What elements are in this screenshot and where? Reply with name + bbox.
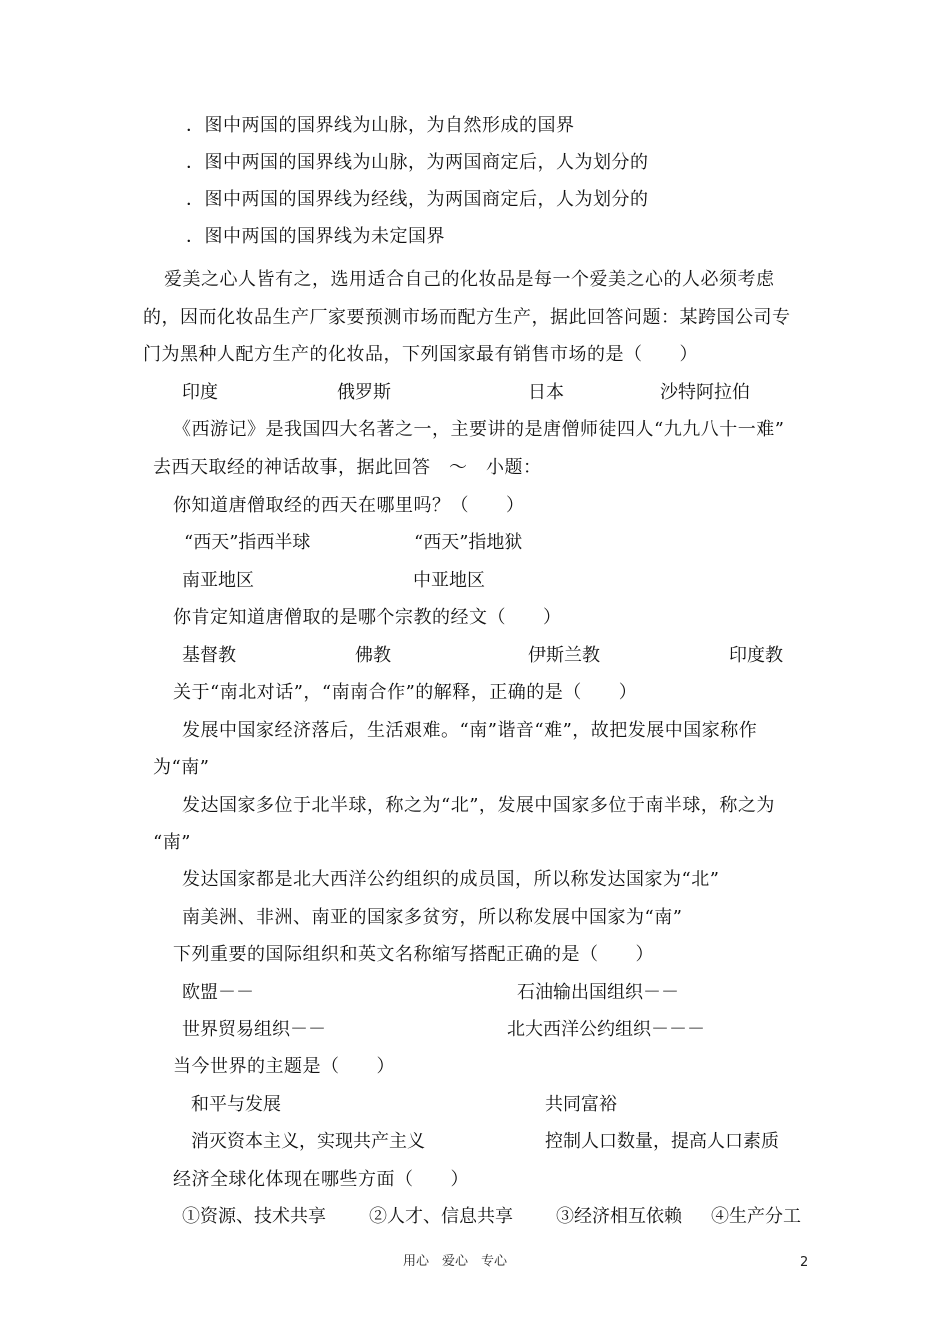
option-a: 印度 [182,382,218,403]
option-a: 基督教 [182,645,236,666]
statement-3: ③经济相互依赖 [556,1206,682,1227]
question-stem: 的，因而化妆品生产厂家要预测市场而配方生产，据此回答问题：某跨国公司专 [143,307,791,328]
question-stem: 你肯定知道唐僧取的是哪个宗教的经文（ ） [173,607,562,628]
question-stem: 经济全球化体现在哪些方面（ ） [173,1169,469,1190]
page-number: 2 [800,1255,809,1270]
statement-2: ②人才、信息共享 [369,1206,513,1227]
option-d: 印度教 [729,645,783,666]
option-d: 沙特阿拉伯 [660,382,750,403]
option-b: ．图中两国的国界线为山脉，为两国商定后，人为划分的 [186,152,649,173]
option-c: 消灭资本主义，实现共产主义 [191,1131,425,1152]
option-c: 日本 [528,382,564,403]
option-a: ．图中两国的国界线为山脉，为自然形成的国界 [186,115,575,136]
option-b: 发达国家多位于北半球，称之为“北”，发展中国家多位于南半球，称之为 [182,795,775,816]
option-c: 世界贸易组织－－ [182,1019,326,1040]
option-c: 伊斯兰教 [528,645,600,666]
question-stem: 当今世界的主题是（ ） [173,1056,395,1077]
option-a: 发展中国家经济落后，生活艰难。“南”谐音“难”，故把发展中国家称作 [182,720,758,741]
option-b: 共同富裕 [545,1094,617,1115]
question-stem: 下列重要的国际组织和英文名称缩写搭配正确的是（ ） [173,944,654,965]
statement-4: ④生产分工 [711,1206,801,1227]
option-b: 石油输出国组织－－ [517,982,679,1003]
question-stem: 爱美之心人皆有之，选用适合自己的化妆品是每一个爱美之心的人必须考虑 [164,269,775,290]
footer-motto: 用心 爱心 专心 [403,1254,508,1269]
option-b-continued: “南” [153,832,191,853]
passage-intro: 去西天取经的神话故事，据此回答 ～ 小题： [153,457,542,478]
option-b: 俄罗斯 [337,382,391,403]
option-c: 发达国家都是北大西洋公约组织的成员国，所以称发达国家为“北” [182,869,720,890]
option-c: ．图中两国的国界线为经线，为两国商定后，人为划分的 [186,189,649,210]
option-d: 中亚地区 [413,570,485,591]
passage-intro: 《西游记》是我国四大名著之一，主要讲的是唐僧师徒四人“九九八十一难” [173,419,785,440]
option-a: 和平与发展 [191,1094,281,1115]
question-stem: 关于“南北对话”，“南南合作”的解释，正确的是（ ） [173,682,638,703]
option-a-continued: 为“南” [153,757,210,778]
option-d: 南美洲、非洲、南亚的国家多贫穷，所以称发展中国家为“南” [182,907,683,928]
question-stem: 门为黑种人配方生产的化妆品，下列国家最有销售市场的是（ ） [143,344,698,365]
option-a: “西天”指西半球 [184,532,311,553]
option-b: “西天”指地狱 [414,532,523,553]
option-c: 南亚地区 [182,570,254,591]
option-b: 佛教 [355,645,391,666]
option-d: ．图中两国的国界线为未定国界 [186,226,445,247]
option-a: 欧盟－－ [182,982,254,1003]
question-stem: 你知道唐僧取经的西天在哪里吗？（ ） [173,495,525,516]
statement-1: ①资源、技术共享 [182,1206,326,1227]
option-d: 控制人口数量，提高人口素质 [545,1131,779,1152]
option-d: 北大西洋公约组织－－－ [507,1019,705,1040]
